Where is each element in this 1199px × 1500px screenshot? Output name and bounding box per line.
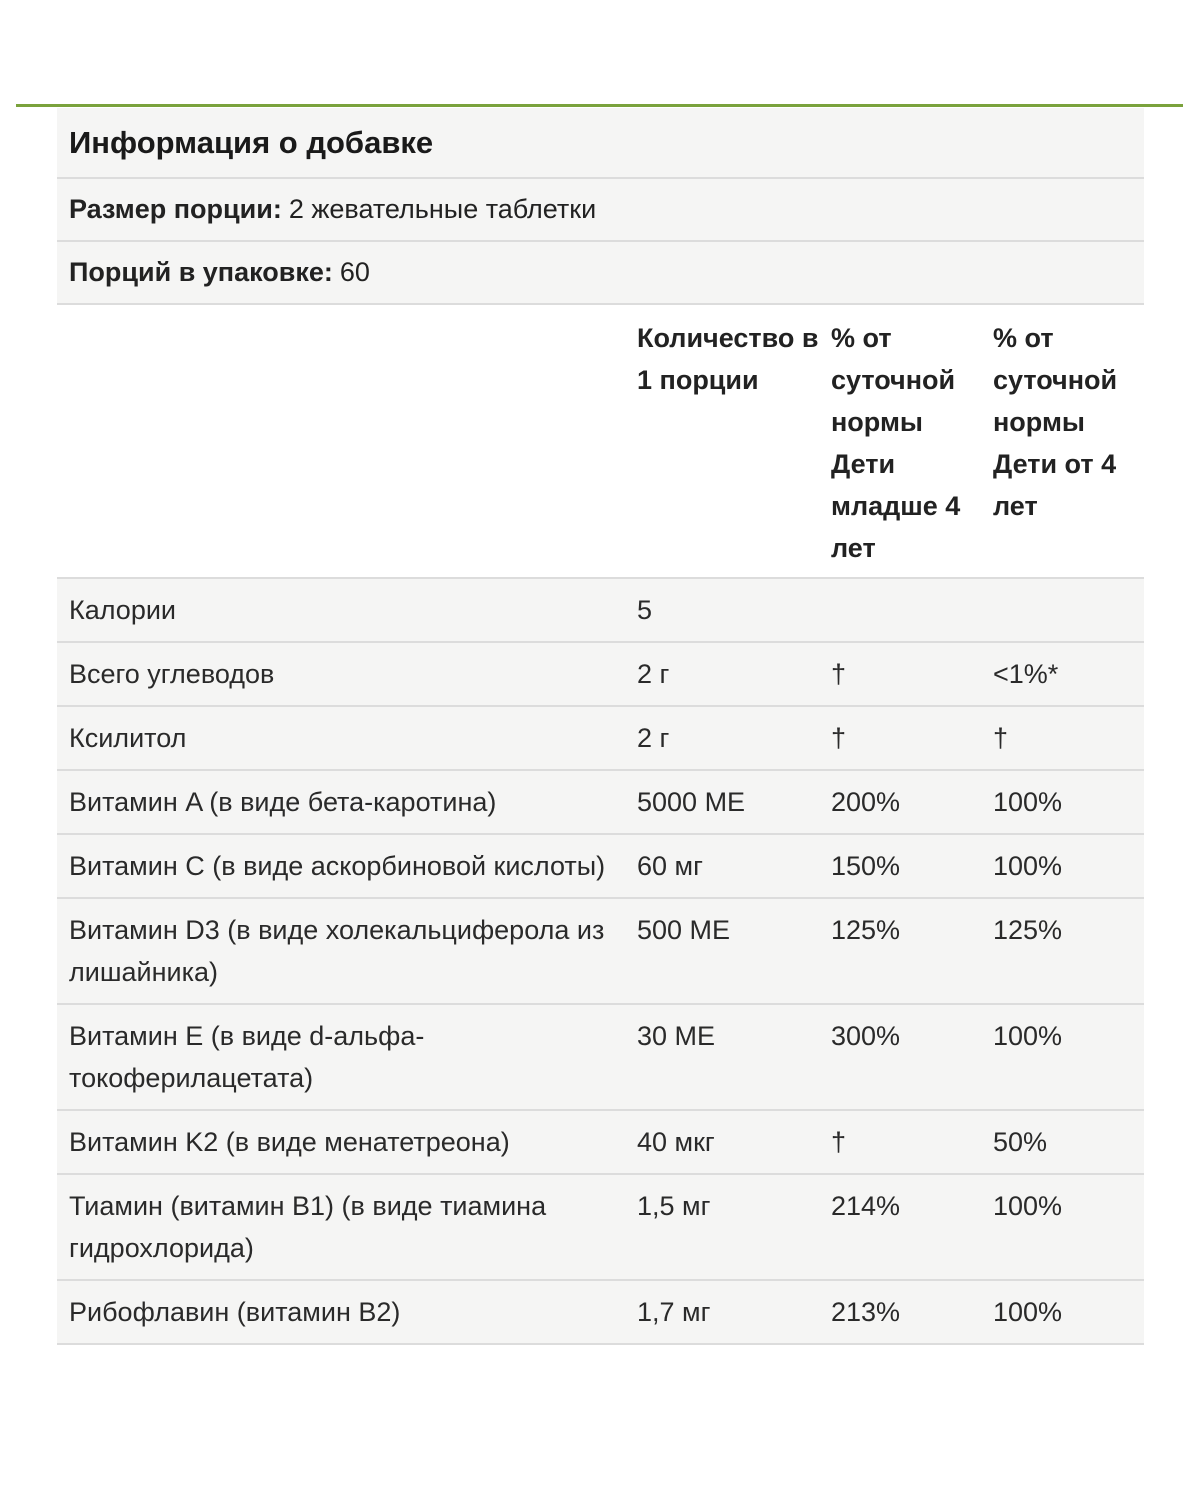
nutrient-name: Витамин E (в виде d-альфа-токоферилацетата) xyxy=(69,1021,425,1093)
dv-over-4-value: 100% xyxy=(993,851,1063,881)
dv-under-4-value: 150% xyxy=(831,851,901,881)
column-header-amount: Количество в 1 порции xyxy=(637,323,819,395)
nutrient-amount: 30 МЕ xyxy=(637,1021,716,1051)
dv-under-4-value: † xyxy=(831,659,847,689)
nutrient-amount: 2 г xyxy=(637,723,670,753)
dv-over-4-value xyxy=(981,579,1144,641)
dv-under-4-value: 213% xyxy=(831,1297,901,1327)
nutrient-amount: 1,7 мг xyxy=(637,1297,711,1327)
table-row xyxy=(57,1005,1144,1111)
nutrient-name: Калории xyxy=(69,595,176,625)
nutrient-rows xyxy=(57,579,1144,1345)
nutrient-amount: 40 мкг xyxy=(637,1127,715,1157)
dv-under-4-value: 125% xyxy=(831,915,901,945)
nutrient-amount: 1,5 мг xyxy=(637,1191,711,1221)
table-row xyxy=(57,1175,1144,1281)
table-row xyxy=(57,1111,1144,1175)
dv-under-4-value: 300% xyxy=(831,1021,901,1051)
dv-over-4-value: 100% xyxy=(993,1021,1063,1051)
column-header-dv-over-4: % от суточной нормы Дети от 4 лет xyxy=(993,323,1118,521)
dv-under-4-value: 200% xyxy=(831,787,901,817)
column-header-dv-under-4: % от суточной нормы Дети младше 4 лет xyxy=(831,323,961,563)
nutrient-amount: 5000 МЕ xyxy=(637,787,746,817)
nutrient-name: Рибофлавин (витамин B2) xyxy=(69,1297,401,1327)
nutrient-name: Всего углеводов xyxy=(69,659,275,689)
nutrient-name: Ксилитол xyxy=(69,723,187,753)
servings-per-container-label: Порций в упаковке: xyxy=(69,257,333,287)
table-row xyxy=(57,579,1144,643)
serving-size-value: 2 жевательные таблетки xyxy=(288,194,597,224)
dv-over-4-value: <1%* xyxy=(993,659,1059,689)
table-row xyxy=(57,707,1144,771)
column-header-row xyxy=(57,305,1144,579)
dv-under-4-value xyxy=(819,579,981,641)
servings-per-container-row xyxy=(57,242,1144,305)
supplement-facts-panel xyxy=(57,108,1144,1345)
nutrient-amount: 2 г xyxy=(637,659,670,689)
nutrient-name: Витамин K2 (в виде менатетреона) xyxy=(69,1127,510,1157)
nutrient-name: Витамин D3 (в виде холекальциферола из лишайника) xyxy=(69,915,605,987)
nutrient-amount: 500 МЕ xyxy=(637,915,731,945)
panel-title: Информация о добавке xyxy=(57,108,1144,179)
table-row xyxy=(57,835,1144,899)
nutrient-name: Тиамин (витамин B1) (в виде тиамина гидрохлорида) xyxy=(69,1191,547,1263)
dv-under-4-value: † xyxy=(831,723,847,753)
servings-per-container-value: 60 xyxy=(339,257,370,287)
nutrient-amount: 60 мг xyxy=(637,851,703,881)
nutrient-name: Витамин A (в виде бета-каротина) xyxy=(69,787,497,817)
dv-over-4-value: 125% xyxy=(993,915,1063,945)
dv-over-4-value: † xyxy=(993,723,1009,753)
nutrient-name: Витамин C (в виде аскорбиновой кислоты) xyxy=(69,851,606,881)
column-header-nutrient xyxy=(57,305,625,577)
top-accent-rule xyxy=(16,104,1183,107)
dv-over-4-value: 100% xyxy=(993,787,1063,817)
table-row xyxy=(57,643,1144,707)
nutrient-amount: 5 xyxy=(637,595,653,625)
dv-over-4-value: 100% xyxy=(993,1191,1063,1221)
table-row xyxy=(57,899,1144,1005)
dv-under-4-value: † xyxy=(831,1127,847,1157)
serving-size-row xyxy=(57,179,1144,242)
dv-over-4-value: 100% xyxy=(993,1297,1063,1327)
serving-size-label: Размер порции: xyxy=(69,194,282,224)
dv-over-4-value: 50% xyxy=(993,1127,1048,1157)
dv-under-4-value: 214% xyxy=(831,1191,901,1221)
table-row xyxy=(57,771,1144,835)
table-row xyxy=(57,1281,1144,1345)
